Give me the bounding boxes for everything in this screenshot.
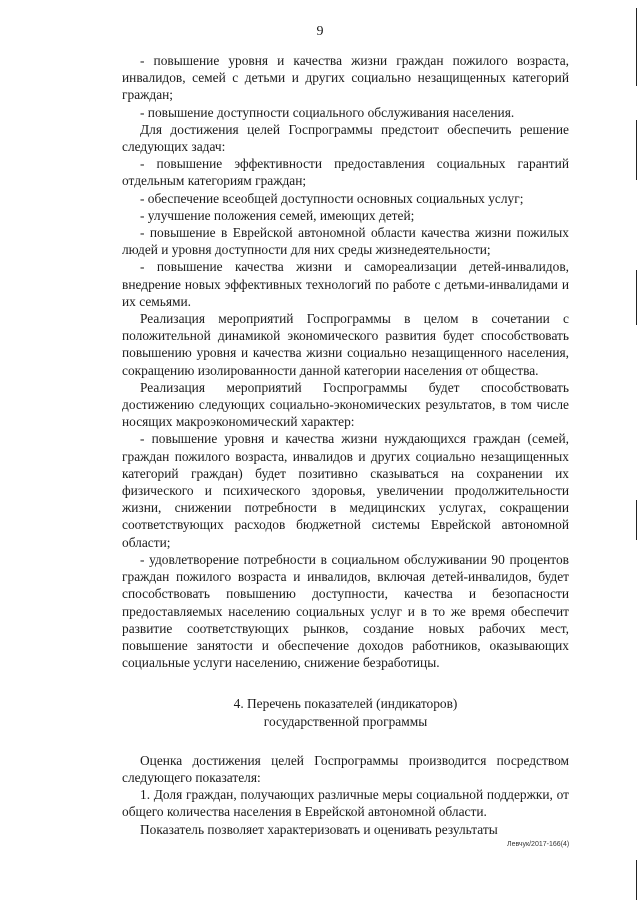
scan-edge-line [636, 270, 637, 325]
section-heading-line: 4. Перечень показателей (индикаторов) [233, 696, 458, 712]
document-code: Левчук/2017-166(4) [507, 841, 570, 848]
page-number: 9 [316, 24, 324, 39]
paragraph: Оценка достижения целей Госпрограммы производится посредством следующего показателя: [122, 752, 569, 785]
section-heading [122, 695, 569, 729]
paragraph: - удовлетворение потребности в социальном обслуживании 90 процентов граждан пожилого возраста и инвалидов, включая детей-инвалидов, будет способствовать повышению доступности, качества и безопасности предоставляемых населению социальных услуг и в то же время обеспечит развитие соответствующих рынков, создание новых рабочих мест, повышение занятости и обеспечение доходов работников, оказывающих социальные услуги населению, снижение безработицы. [122, 551, 569, 671]
section-heading-line: государственной программы [263, 713, 428, 729]
paragraph: - повышение уровня и качества жизни нуждающихся граждан (семей, граждан пожилого возраста, инвалидов и других социально незащищенных категорий граждан) будет позитивно сказываться на сохранении их физического и психического здоровья, увеличении продолжительности жизни, снижении потребности в медицинских услугах, сокращении соответствующих расходов бюджетной системы Еврейской автономной области; [122, 431, 569, 550]
paragraph: - повышение эффективности предоставления социальных гарантий отдельным категориям граждан; [122, 156, 569, 189]
scan-edge-line [636, 8, 637, 86]
paragraph: - повышение в Еврейской автономной области качества жизни пожилых людей и уровня доступности для них среды жизнедеятельности; [122, 225, 569, 258]
paragraph: - повышение доступности социального обслуживания населения. [140, 104, 515, 120]
scan-edge-line [636, 120, 637, 180]
paragraph: Для достижения целей Госпрограммы предстоит обеспечить решение следующих задач: [122, 121, 569, 155]
paragraph: - улучшение положения семей, имеющих детей; [140, 207, 415, 223]
scan-edge-line [636, 860, 637, 900]
paragraph: Реализация мероприятий Госпрограммы в целом в сочетании с положительной динамикой экономического развития будет способствовать повышению уровня и качества жизни социально незащищенного населения, сокращению изолированности данной категории населения от общества. [122, 311, 569, 378]
paragraph: - обеспечение всеобщей доступности основных социальных услуг; [140, 190, 524, 206]
paragraph: - повышение качества жизни и самореализации детей-инвалидов, внедрение новых эффективных технологий по работе с детьми-инвалидами и их семьями. [122, 259, 569, 309]
paragraph: - повышение уровня и качества жизни граждан пожилого возраста, инвалидов, семей с детьми и других социально незащищенных категорий граждан; [122, 53, 569, 103]
paragraph: Реализация мероприятий Госпрограммы будет способствовать достижению следующих социально-экономических результатов, в том числе носящих макроэкономический характер: [122, 379, 569, 430]
paragraph: Показатель позволяет характеризовать и оценивать результаты [140, 821, 498, 837]
paragraph: 1. Доля граждан, получающих различные меры социальной поддержки, от общего количества населения в Еврейской автономной области. [122, 787, 569, 820]
scan-edge-line [636, 500, 637, 540]
document-body [122, 52, 569, 838]
